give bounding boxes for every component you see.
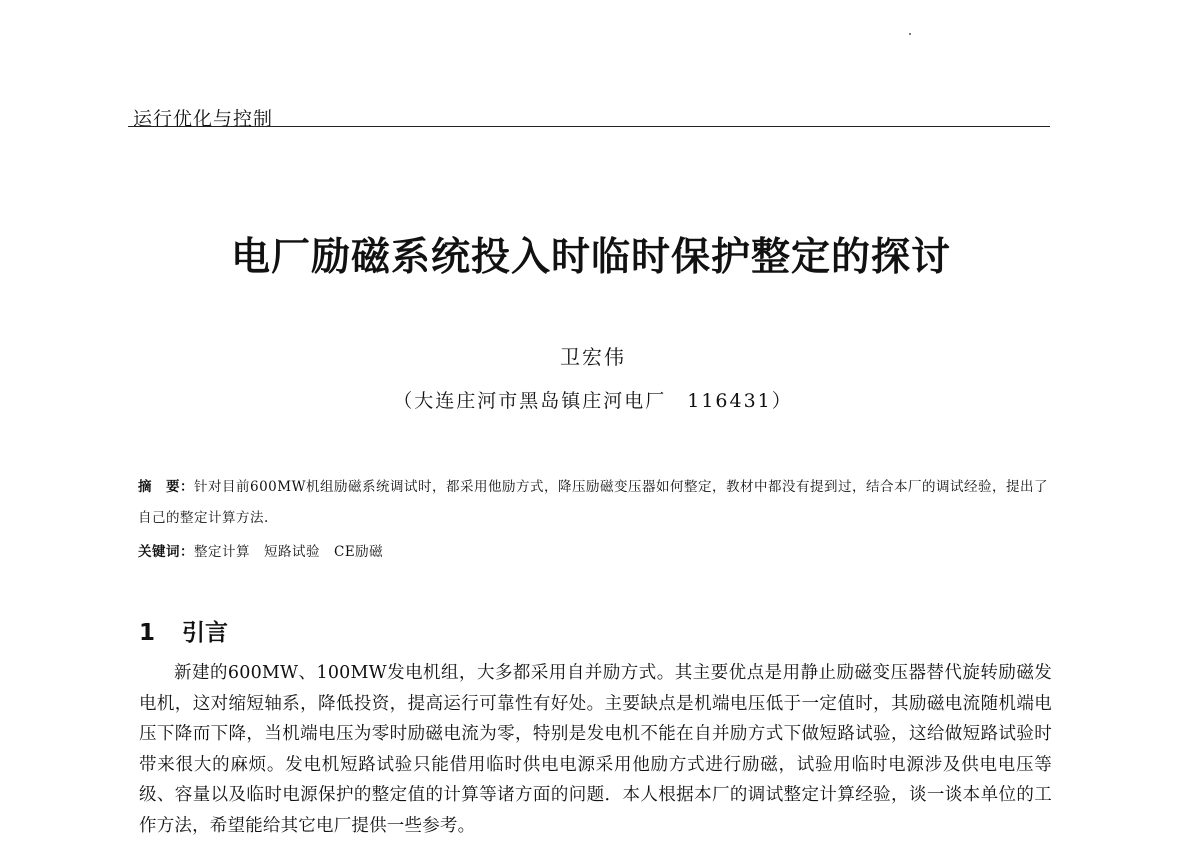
section-heading: [139, 614, 228, 647]
section-title: 引言: [182, 620, 228, 646]
abstract-text: 针对目前600MW机组励磁系统调试时，都采用他励方式，降压励磁变压器如何整定，教材中都没有提到过，结合本厂的调试经验，提出了自己的整定计算方法.: [138, 479, 1048, 526]
author-affiliation: （大连庄河市黑岛镇庄河电厂 116431）: [393, 390, 793, 412]
keywords: [138, 537, 1060, 568]
keywords-label: 关键词：: [138, 544, 194, 560]
running-head: 运行优化与控制: [133, 108, 274, 130]
section-number: 1: [139, 620, 156, 646]
author-name: 卫宏伟: [560, 345, 626, 369]
abstract: [138, 472, 1060, 534]
header-rule: [128, 126, 1050, 127]
keywords-text: 整定计算 短路试验 CE励磁: [194, 544, 384, 560]
abstract-label: 摘 要：: [138, 479, 194, 495]
paper-title: 电厂励磁系统投入时临时保护整定的探讨: [230, 235, 951, 280]
scan-speck: [909, 33, 911, 35]
body-paragraph: 新建的600MW、100MW发电机组，大多都采用自并励方式。其主要优点是用静止励磁变压器替代旋转励磁发电机，这对缩短轴系，降低投资，提高运行可靠性有好处。主要缺点是机端电压低于一定值时，其励磁电流随机端电压下降而下降，当机端电压为零时励磁电流为零，特别是发电机不能在自并励方式下做短路试验，这给做短路试验时带来很大的麻烦。发电机短路试验只能借用临时供电电源采用他励方式进行励磁，试验用临时电源涉及供电电压等级、容量以及临时电源保护的整定值的计算等诸方面的问题．本人根据本厂的调试整定计算经验，谈一谈本单位的工作方法，希望能给其它电厂提供一些参考。: [139, 663, 1052, 836]
